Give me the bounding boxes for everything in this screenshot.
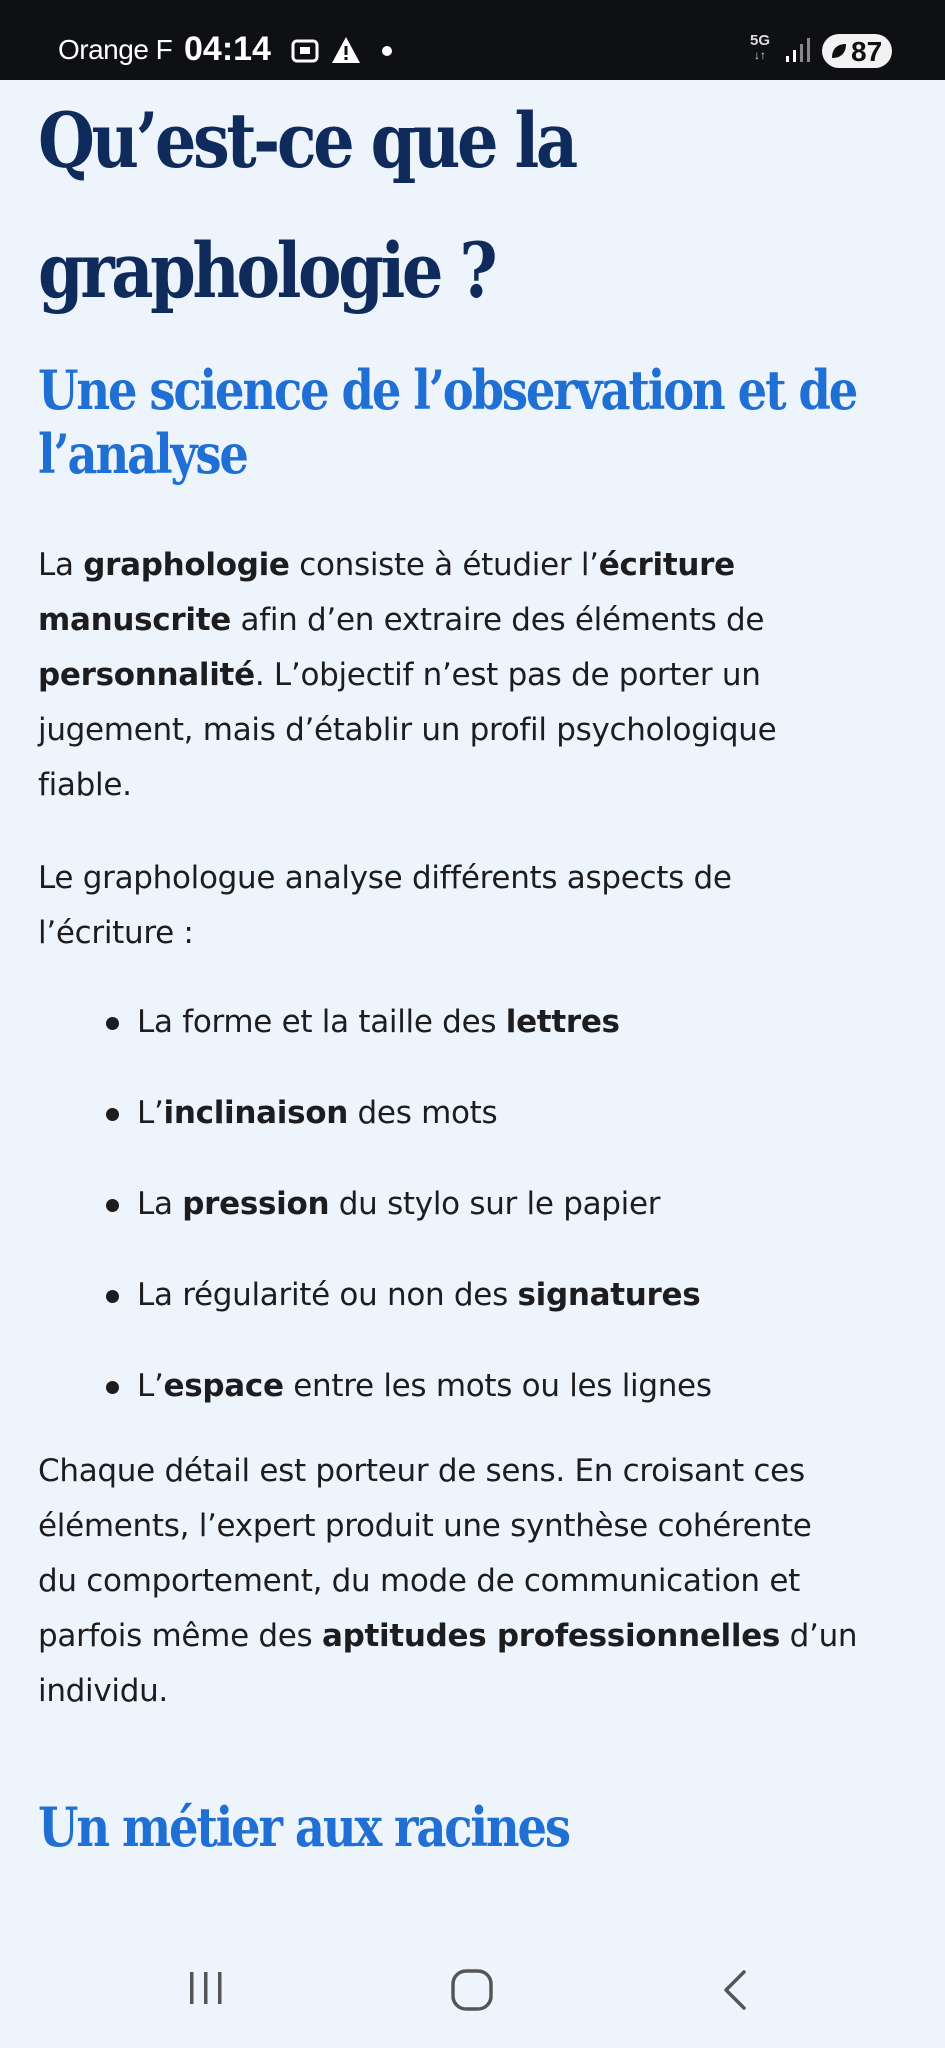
aspects-list (38, 995, 908, 1414)
bullet-icon (106, 1017, 119, 1030)
clock: 04:14 (184, 30, 271, 68)
screenshot-icon (290, 36, 320, 66)
network-type: 5G ↓↑ (750, 32, 771, 62)
signal-icon (784, 36, 814, 64)
article-content (38, 80, 908, 1859)
list-item: La forme et la taille des lettres (38, 995, 908, 1050)
battery-indicator: 87 (822, 34, 892, 68)
page-title: Qu’est-ce que la graphologie ? (38, 96, 575, 315)
list-item: La pression du stylo sur le papier (38, 1177, 908, 1232)
carrier-label: Orange F (58, 34, 173, 65)
back-button[interactable] (718, 1968, 754, 2012)
section-heading-history: Un métier aux racines (38, 1795, 569, 1859)
list-item: L’inclinaison des mots (38, 1086, 908, 1141)
navigation-bar (0, 1922, 945, 2048)
list-item: La régularité ou non des signatures (38, 1268, 908, 1323)
bullet-icon (106, 1108, 119, 1121)
recent-apps-button[interactable] (186, 1968, 226, 2008)
bullet-icon (106, 1381, 119, 1394)
home-button[interactable] (450, 1968, 494, 2012)
battery-saver-icon (828, 40, 850, 62)
bullet-icon (106, 1199, 119, 1212)
list-item: L’espace entre les mots ou les lignes (38, 1359, 908, 1414)
bullet-icon (106, 1290, 119, 1303)
section-heading-science: Une science de l’observation et de l’analyse (38, 358, 857, 486)
paragraph-synthesis: Chaque détail est porteur de sens. En croisant ces éléments, l’expert produit une synthèse cohérente du comportement, du mode de communication et parfois même des aptitudes professionnelles d’un individu. (38, 1453, 858, 1709)
paragraph-aspects-intro: Le graphologue analyse différents aspects de l’écriture : (38, 860, 732, 951)
notification-dot-icon (381, 45, 393, 57)
warning-icon (330, 34, 362, 66)
paragraph-intro: La graphologie consiste à étudier l’écriture manuscrite afin d’en extraire des éléments de personnalité. L’objectif n’est pas de porter un jugement, mais d’établir un profil psychologique fiable. (38, 547, 777, 803)
status-bar (0, 0, 945, 80)
